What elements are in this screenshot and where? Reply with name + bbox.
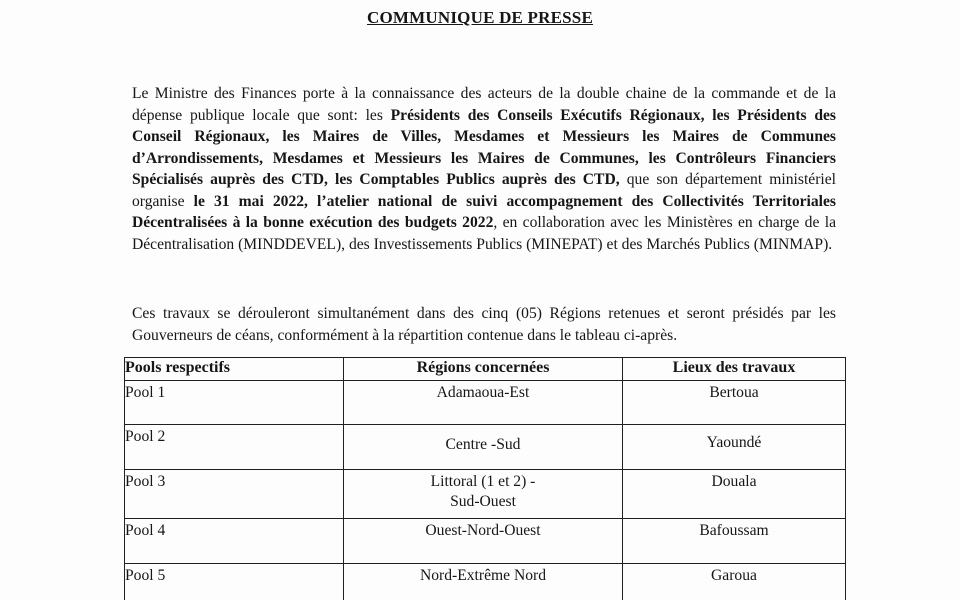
pool-cell: Pool 4 (125, 519, 344, 564)
pool-cell: Pool 3 (125, 470, 344, 519)
region-cell: Ouest-Nord-Ouest (344, 519, 623, 564)
intro-paragraph (132, 83, 836, 255)
table-row (125, 519, 846, 564)
header-pools: Pools respectifs (125, 358, 344, 381)
lieu-line: Yaoundé (706, 434, 762, 451)
pool-cell: Pool 5 (125, 564, 344, 600)
lieu-cell: Garoua (623, 564, 846, 600)
region-line: Centre -Sud (445, 436, 521, 453)
intro-text-1: Le Ministre des Finances porte à la connaissance des acteurs de la double chaine de la commande et de la dépense publique locale que sont: les (132, 85, 836, 124)
document-title: COMMUNIQUE DE PRESSE (367, 8, 593, 27)
lieu-cell: Douala (623, 470, 846, 519)
intro-text-2: que son département ministériel organise (132, 171, 836, 210)
intro-event: le 31 mai 2022, l’atelier national de suivi accompagnement des Collectivités Territoriales Décentralisées à la bonne exécution des budgets 2022 (132, 192, 836, 231)
table-header-row (125, 358, 846, 381)
second-paragraph: Ces travaux se dérouleront simultanément dans des cinq (05) Régions retenues et seront présidés par les Gouverneurs de céans, conformément à la répartition contenue dans le tableau ci-après. (132, 305, 836, 344)
region-cell: Nord-Extrême Nord (344, 564, 623, 600)
intro-recipients: Présidents des Conseils Exécutifs Régionaux, les Présidents des Conseil Régionaux, les Maires de Villes, Mesdames et Messieurs les Maires de Communes d’Arrondissements, Mesdames et Messieurs les Maires de Communes, les Contrôleurs Financiers Spécialisés auprès des CTD, les Comptables Publics auprès des CTD, (132, 106, 836, 188)
header-lieux: Lieux des travaux (623, 358, 846, 381)
region-cell (344, 425, 623, 470)
pool-cell: Pool 2 (125, 425, 344, 470)
table-row (125, 425, 846, 470)
table-row (125, 470, 846, 519)
table-row (125, 564, 846, 600)
table-row (125, 381, 846, 425)
pools-table (124, 357, 846, 600)
region-cell: Adamaoua-Est (344, 381, 623, 425)
header-regions: Régions concernées (344, 358, 623, 381)
region-cell (344, 470, 623, 519)
region-line: Littoral (1 et 2) - (430, 473, 536, 490)
intro-text-3: , en collaboration avec les Ministères en charge de la Décentralisation (MINDDEVEL), des Investissements Publics (MINEPAT) et des Marchés Publics (MINMAP). (132, 214, 836, 253)
region-line: Sud-Ouest (450, 493, 516, 510)
lieu-cell: Bertoua (623, 381, 846, 425)
lieu-cell: Bafoussam (623, 519, 846, 564)
pool-cell: Pool 1 (125, 381, 344, 425)
lieu-cell (623, 425, 846, 470)
